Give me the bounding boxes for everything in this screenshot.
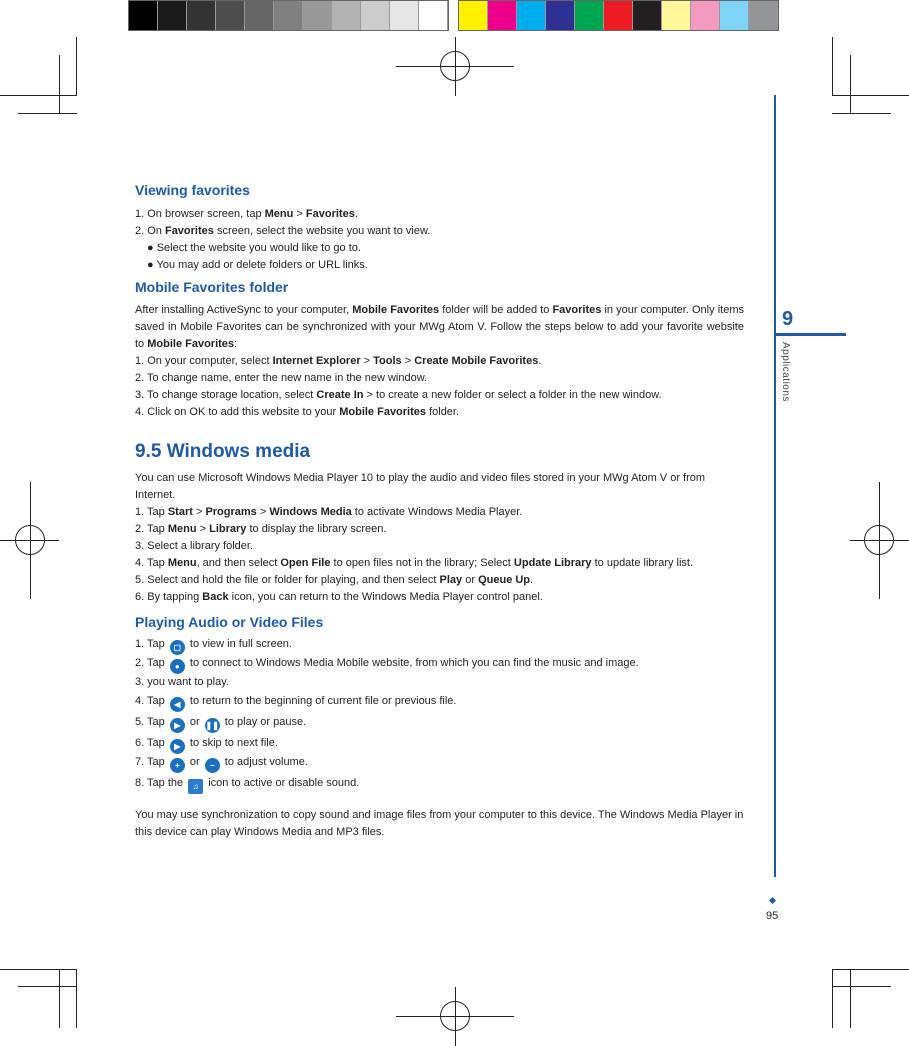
step: 8. Tap the ♫ icon to active or disable sound. (135, 773, 744, 794)
volume-down-icon: − (205, 758, 220, 773)
registration-circle (440, 51, 470, 81)
crop-mark (850, 969, 851, 1028)
gray-color-bar (128, 0, 449, 31)
registration-circle (864, 525, 894, 555)
chapter-rule (774, 95, 776, 877)
step: 1. On browser screen, tap Menu > Favorites. (135, 208, 358, 220)
step: 4. Tap Menu, and then select Open File to open files not in the library; Select Update Library to update library list. (135, 557, 694, 569)
crop-mark (76, 969, 77, 1028)
volume-up-icon: + (170, 758, 185, 773)
step: 3. Select a library folder. (135, 540, 254, 552)
registration-circle (15, 525, 45, 555)
color-swatch (488, 1, 517, 30)
color-swatch (390, 1, 419, 30)
cmyk-color-bar (458, 0, 779, 31)
crop-mark (832, 113, 891, 114)
crop-mark (0, 969, 76, 970)
page-number: 95 (766, 910, 779, 922)
color-swatch (245, 1, 274, 30)
color-swatch (662, 1, 691, 30)
section-title-playing: Playing Audio or Video Files (135, 614, 324, 630)
color-swatch (187, 1, 216, 30)
color-swatch (633, 1, 662, 30)
registration-circle (440, 1001, 470, 1031)
step: 2. Tap ● to connect to Windows Media Mobile website, from which you can find the music and image. (135, 655, 744, 674)
bullet: ● You may add or delete folders or URL links. (147, 259, 368, 271)
bullet: ● Select the website you would like to go to. (147, 242, 361, 254)
step: 4. Tap ◀ to return to the beginning of current file or previous file. (135, 691, 744, 712)
color-swatch (332, 1, 361, 30)
crop-mark (0, 95, 76, 96)
step: 1. Tap ▢ to view in full screen. (135, 634, 744, 655)
color-swatch (459, 1, 488, 30)
chapter-label: Applications (780, 342, 791, 402)
crop-mark (832, 37, 833, 96)
color-swatch (303, 1, 332, 30)
chapter-number: 9 (782, 308, 794, 330)
section-title-mobile: Mobile Favorites folder (135, 279, 289, 295)
diamond-icon (769, 897, 776, 904)
section-title-viewing: Viewing favorites (135, 182, 250, 198)
crop-mark (59, 55, 60, 114)
play-icon: ▶ (170, 718, 185, 733)
color-swatch (274, 1, 303, 30)
crop-mark (832, 969, 833, 1028)
chapter-tab (776, 333, 846, 336)
fullscreen-icon: ▢ (170, 640, 185, 655)
globe-icon: ● (170, 659, 185, 674)
crop-mark (59, 969, 60, 1028)
crop-mark (832, 986, 891, 987)
crop-mark (18, 113, 77, 114)
step: 5. Select and hold the file or folder for playing, and then select Play or Queue Up. (135, 574, 534, 586)
step: 3. you want to play. (135, 676, 229, 688)
step: 6. By tapping Back icon, you can return to the Windows Media Player control panel. (135, 591, 543, 603)
next-icon: ▶ (170, 739, 185, 754)
paragraph: After installing ActiveSync to your computer, Mobile Favorites folder will be added to Favorites in your computer. Only items saved in Mobile Favorites can be synchronized with your MWg Atom V. Follow the steps below to add your favorite website to Mobile Favorites: (135, 304, 744, 350)
step: 4. Click on OK to add this website to your Mobile Favorites folder. (135, 406, 460, 418)
step: 2. Tap Menu > Library to display the library screen. (135, 523, 387, 535)
crop-mark (832, 969, 909, 970)
color-swatch (720, 1, 749, 30)
color-swatch (158, 1, 187, 30)
page-content (135, 180, 744, 841)
color-swatch (546, 1, 575, 30)
step: 2. On Favorites screen, select the website you want to view. (135, 225, 431, 237)
step: 6. Tap ▶ to skip to next file. (135, 733, 744, 754)
crop-mark (850, 55, 851, 114)
color-swatch (691, 1, 720, 30)
crop-mark (832, 95, 909, 96)
paragraph: You may use synchronization to copy sound and image files from your computer to this device. The Windows Media Player in this device can play Windows Media and MP3 files. (135, 809, 744, 838)
color-swatch (419, 1, 448, 30)
crop-mark (76, 37, 77, 96)
color-swatch (216, 1, 245, 30)
color-swatch (361, 1, 390, 30)
step: 7. Tap + or − to adjust volume. (135, 754, 744, 773)
previous-icon: ◀ (170, 697, 185, 712)
color-swatch (749, 1, 778, 30)
speaker-icon: ♫ (188, 779, 203, 794)
color-swatch (129, 1, 158, 30)
crop-mark (18, 986, 77, 987)
pause-icon: ❚❚ (205, 718, 220, 733)
paragraph: You can use Microsoft Windows Media Player 10 to play the audio and video files stored in your MWg Atom V or from Internet. (135, 472, 706, 501)
step: 1. On your computer, select Internet Explorer > Tools > Create Mobile Favorites. (135, 355, 542, 367)
step: 5. Tap ▶ or ❚❚ to play or pause. (135, 712, 744, 733)
color-swatch (604, 1, 633, 30)
section-title-media: 9.5 Windows media (135, 441, 311, 462)
step: 2. To change name, enter the new name in the new window. (135, 372, 428, 384)
color-swatch (575, 1, 604, 30)
step: 1. Tap Start > Programs > Windows Media to activate Windows Media Player. (135, 506, 523, 518)
step: 3. To change storage location, select Create In > to create a new folder or select a folder in the new window. (135, 389, 662, 401)
color-swatch (517, 1, 546, 30)
